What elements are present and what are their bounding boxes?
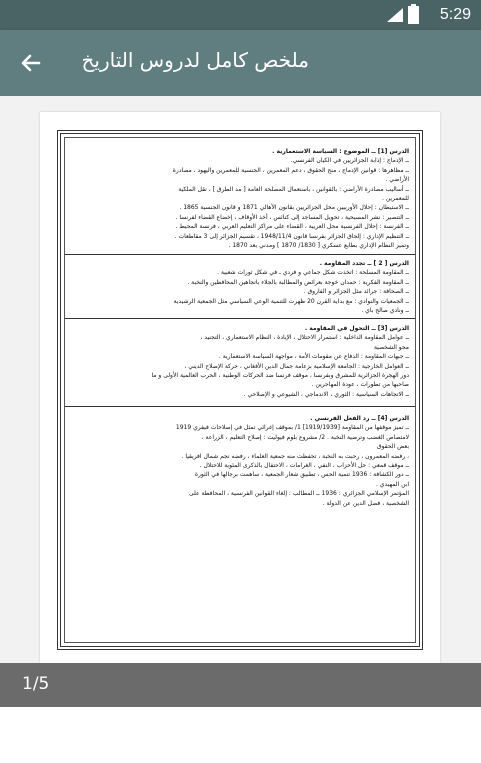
lesson-line: الشخصية ، فصل الدين عن الدولة . <box>322 499 409 507</box>
lesson-line: دور الهجرة الجزائرية للمشرق وبفرنسا ، موقف فرنسا ضد الحركات الوطنية ، الحرب العالمية الأولى و ما <box>151 372 409 380</box>
section-divider <box>65 318 415 319</box>
lesson-heading: الدرس [4] ــ رد الفعل الفرنسي . <box>310 415 409 422</box>
lesson-heading: الدرس [3] ــ التحول في المقاومة . <box>304 325 409 332</box>
lesson-line: ــ عوامل المقاومة الداخلية : استمرار الاحتلال ، الإبادة ، النظام الاستعماري ، التجنيد ، <box>200 334 409 342</box>
arrow-back-icon <box>14 46 48 80</box>
lesson-line: ، رفضه المعمرون ، رحبت به النخبة ، تحفظت منه جمعية العلماء ، رفضه نجم شمال افريقيا . <box>181 452 409 460</box>
lesson-4-block <box>71 414 409 508</box>
lesson-line: بعض الحقوق <box>377 443 409 451</box>
lesson-line: صاحبها من تطورات ، عودة المهاجرين . <box>311 381 409 389</box>
lesson-line: ــ دور الكشافة : 1936 تنمية الحس ، تطبيق شعار الجمعية ، ساهمت برجالها في الثورة <box>194 471 409 479</box>
page-indicator: 1/5 <box>22 674 50 694</box>
lesson-line: محو الشخصية <box>373 343 409 351</box>
section-divider <box>65 406 415 407</box>
lesson-line: ــ الفرنسة : إحلال الفرنسية محل العربية ، القضاء على مراكز التعليم العربي ، فرنسة المحيط . <box>175 223 409 231</box>
lesson-heading: الدرس [1] ــ الموضوع : السياسة الاستعمارية . <box>272 148 409 155</box>
lesson-line: ــ مظاهرها : قوانين الإدماج ، منح الحقوق ، دعم المعمرين ، الجنسية للمعمرين واليهود ، مصادرة <box>172 166 409 174</box>
lesson-line: ابن المهيدي . <box>375 480 409 488</box>
battery-icon <box>408 6 419 24</box>
lesson-line: للمعمرين . <box>381 195 409 203</box>
lesson-line: ــ الجمعيات والنوادي : مع بداية القرن 20 ظهرت للتنمية الوعي السياسي مثل الجمعية الرشيدية <box>173 297 409 305</box>
lesson-line: ــ الاتجاهات السياسية : الثوري ، الاندماجي ، الشيوعي و الإصلاحي . <box>243 390 409 398</box>
lesson-line: ــ العوامل الخارجية : الجامعة الإسلامية بزعامة جمال الدين الأفغاني ، حركة الإصلاح الديني ، <box>184 362 409 370</box>
lesson-1-block <box>71 147 409 250</box>
lesson-line: ــ الصحافة : جرائد مثل الجزائر و الفاروق . <box>303 288 409 296</box>
lesson-line: ــ جبهات المقاومة : الدفاع عن مقومات الأمة ، مواجهة السياسة الاستعمارية . <box>218 353 409 361</box>
status-time: 5:29 <box>439 6 471 23</box>
lesson-line: ــ الإدماج : إذابة الجزائريين في الكيان الفرنسي. <box>290 157 409 165</box>
app-bar <box>0 30 481 96</box>
document-viewer[interactable] <box>0 96 481 663</box>
document-page <box>40 112 440 663</box>
lesson-line: ــ تميز موقفها من المقاومة [1919/1939] 1/ بموقف إغرائي تمثل في إصلاحات فيفري 1919 <box>175 424 409 432</box>
lesson-line: ــ أساليب مصادرة الأراضي : بالقوانين ، باستعمال المصلحة العامة [ مد الطرق ] ، نقل الملكية <box>178 185 409 193</box>
lesson-line: ــ المقاومة المسلحة : اتخذت شكل جماعي و فردي ـ في شكل ثورات شعبية . <box>217 269 409 277</box>
signal-icon <box>387 8 403 22</box>
lesson-line: ــ المقاومة الفكرية : حمدان خوجة بعرائض والمطالبة بالجلاء باتجاهين المحافظين والنخبة . <box>187 278 409 286</box>
lesson-line: ــ موقف قمعي : حل الأحزاب ، النفي ، الغرامات ، الاحتفال بالذكرى المئوية للاحتلال . <box>199 462 409 470</box>
section-divider <box>65 254 415 255</box>
lesson-line: ــ التنصير : نشر المسيحية ، تحويل المساجد إلى كنائس ، أخذ الأوقاف ، إخضاع القضاء لفرنسا . <box>175 213 409 221</box>
page-border <box>57 130 423 650</box>
back-button[interactable] <box>14 46 48 80</box>
lesson-3-block <box>71 324 409 399</box>
lesson-line: ــ الاستيطان : إحلال الأوربيين محل الجزائريين بقانون الأهالي 1871 و قانون الجنسية 1865 . <box>179 204 409 212</box>
page-title: ملخص كامل لدروس التاريخ <box>81 48 309 72</box>
lesson-line: الأراضي . <box>385 176 409 184</box>
lesson-line: ــ ونادي صالح باي . <box>361 307 409 315</box>
lesson-line: ــ التنظيم الإداري : إلحاق الجزائر بفرنسا قانون 1948/11/4 ، تقسيم الجزائر إلى 3 مقاطعات . <box>174 232 409 240</box>
page-indicator-bar <box>0 663 481 707</box>
status-bar <box>0 0 481 30</box>
lesson-line: لامتصاص الغضب وترضية النخبة . 2/ مشروع بلوم فيوليت : إصلاح التعليم ، الزراعة ، <box>201 433 409 441</box>
lesson-2-block <box>71 259 409 315</box>
lesson-heading: الدرس [ 2 ] ــ تجدد المقاومة . <box>319 260 409 267</box>
lesson-line: المؤتمر الإسلامي الجزائري : 1936 ــ المطالب : إلغاء القوانين الفرنسية ، المحافظة على <box>189 490 409 498</box>
lesson-line: وتميز النظام الإداري بطابع عسكري [ 1830/ 1870 ] ومدني بعد 1870 . <box>228 242 409 250</box>
